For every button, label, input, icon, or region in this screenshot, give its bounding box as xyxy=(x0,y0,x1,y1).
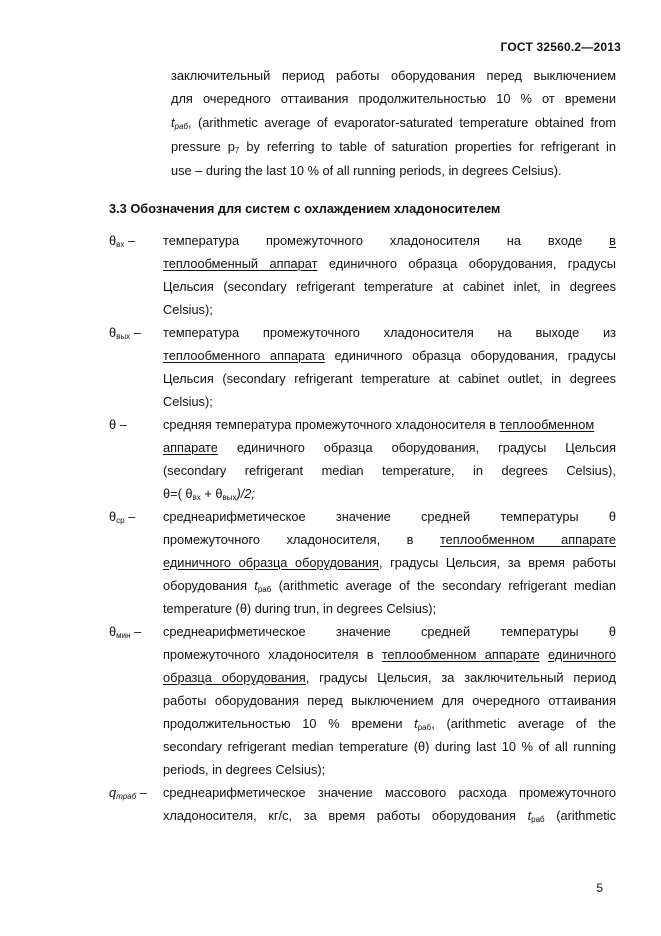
intro-line-3-text: , (arithmetic average of evaporator-saturated temperature obtained from xyxy=(187,115,616,130)
intro-line-5: use – during the last 10 % of all running periods, in degrees Celsius). xyxy=(171,163,562,178)
entry-5-line-3: образца оборудования, градусы Цельсия, за заключительный период xyxy=(163,670,616,685)
entry-4-line-5: temperature (θ) during trun, in degrees Celsius); xyxy=(163,601,437,616)
intro-line-4b: by referring to table of saturation properties for refrigerant in xyxy=(239,139,616,154)
symbol-theta-out: $\theta_{вых}$ – xyxy=(109,325,141,341)
entry-2-line-1: температура промежуточного хладоносителя на выходе из xyxy=(163,325,616,340)
entry-5-line-5: продолжительностью 10 % времени $t_{раб}$, (arithmetic average of the xyxy=(163,716,616,732)
entry-4-line-1: среднеарифметическое значение средней температуры θ xyxy=(163,509,617,524)
entry-1-line-3: Цельсия (secondary refrigerant temperature at cabinet inlet, in degrees xyxy=(163,279,616,294)
symbol-theta-avg: $\theta_{ср}$ – xyxy=(109,509,136,525)
symbol-theta-min: $\theta_{мин}$ – xyxy=(109,624,142,640)
entry-4-line-3: единичного образца оборудования, градусы Цельсия, за время работы xyxy=(163,555,616,570)
intro-t-sub: раб xyxy=(174,122,188,131)
entry-1-line-2: теплообменный аппарат единичного образца оборудования, градусы xyxy=(163,256,616,271)
entry-1-line-1: температура промежуточного хладоносителя на входе в xyxy=(163,233,616,248)
entry-6-line-1: среднеарифметическое значение массового расхода промежуточного xyxy=(163,785,616,800)
entry-5-line-4: работы оборудования перед выключением для очередного оттаивания xyxy=(163,693,616,708)
entry-2-line-3: Цельсия (secondary refrigerant temperature at cabinet outlet, in degrees xyxy=(163,371,616,386)
entry-6-line-2: хладоносителя, кг/с, за время работы оборудования $t_{раб}$ (arithmetic xyxy=(163,808,616,824)
entry-5-line-2: промежуточного хладоносителя в теплообменном аппарате единичного xyxy=(163,647,616,662)
page-number: 5 xyxy=(596,881,603,895)
entry-5-line-1: среднеарифметическое значение средней температуры θ xyxy=(163,624,617,639)
entry-2-line-2: теплообменного аппарата единичного образца оборудования, градусы xyxy=(163,348,616,363)
symbol-theta-in: $\theta_{вх}$ – xyxy=(109,233,136,249)
entry-3-line-4: θ=( $\theta_{вх} + \theta_{вых})/2$; xyxy=(163,486,255,502)
intro-line-4 xyxy=(171,139,616,159)
symbol-theta: θ – xyxy=(109,417,127,432)
entry-5-line-7: periods, in degrees Celsius); xyxy=(163,762,326,777)
intro-p-sub: 7 xyxy=(234,146,240,155)
intro-t-symbol: t xyxy=(171,115,175,130)
entry-5-line-6: secondary refrigerant median temperature (θ) during last 10 % of all running xyxy=(163,739,616,754)
entry-2-line-4: Celsius); xyxy=(163,394,213,409)
entry-3-line-3: (secondary refrigerant median temperature, in degrees Celsius), xyxy=(163,463,616,478)
intro-line-3 xyxy=(171,115,616,135)
intro-line-4a: pressure p xyxy=(171,139,235,154)
entry-4-line-4: оборудования $t_{раб}$ (arithmetic average of the secondary refrigerant median xyxy=(163,578,616,594)
entry-3-line-2: аппарате единичного образца оборудования, градусы Цельсия xyxy=(163,440,616,455)
entry-3-line-1: средняя температура промежуточного хладоносителя в теплообменном xyxy=(163,417,595,432)
document-header: ГОСТ 32560.2—2013 xyxy=(500,40,621,54)
section-heading: 3.3 Обозначения для систем с охлаждением хладоносителем xyxy=(109,201,501,216)
intro-line-1: заключительный период работы оборудования перед выключением xyxy=(171,68,616,83)
entry-4-line-2: промежуточного хладоносителя, в теплообменном аппарате xyxy=(163,532,616,547)
symbol-q-mass-flow: $q_{mраб}$ – xyxy=(109,785,147,801)
entry-1-line-4: Celsius); xyxy=(163,302,213,317)
intro-line-2: для очередного оттаивания продолжительностью 10 % от времени xyxy=(171,91,616,106)
